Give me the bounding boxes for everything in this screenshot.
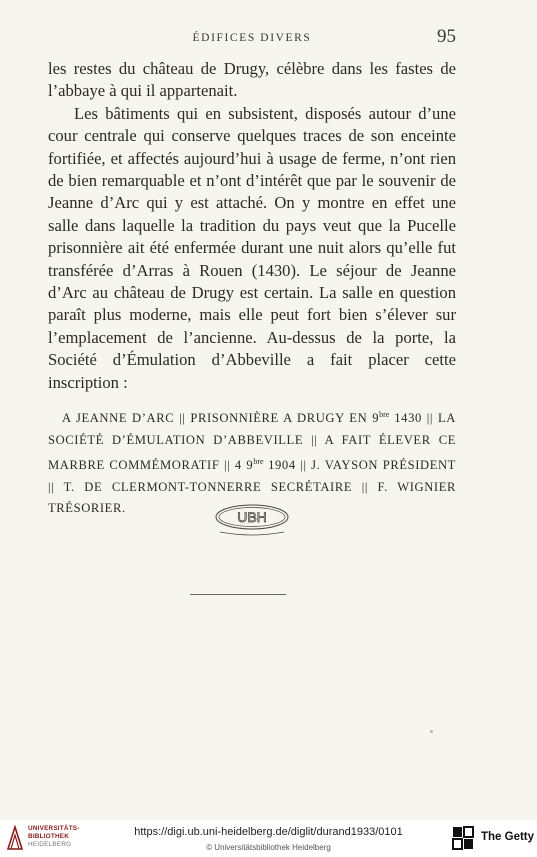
paragraph-2: Les bâtiments qui en subsistent, disposés autour d’une cour centrale qui conserve quelques traces de son enceinte fortifiée, et affectés aujourd’hui à usage de ferme, n’ont rien de bien remarquable et n’ont d’intérêt que par le souvenir de Jeanne d’Arc qui y est attaché. On y montre en effet une salle dans laquelle la tradition du pays veut que la Pucelle prisonnière ait été enfermée durant une nuit alors qu’elle fut transférée d’Arras à Rouen (1430). Le séjour de Jeanne d’Arc au château de Drugy est certain. La salle en question paraît plus moderne, mais elle peut fort bien s’élever sur l’emplacement de l’ancienne. Au-dessus de la porte, la Société d’Émulation d’Abbeville a fait placer cette inscription : [48, 103, 456, 392]
inscription-part-3: 1904 || J. VAYSON PRÉSIDENT || T. DE CLERMONT-TONNERRE SECRÉTAIRE || F. WIGNIER TRÉSORIER. [48, 458, 456, 516]
page-header [48, 26, 456, 52]
library-line-1: UNIVERSITÄTS- [28, 825, 80, 832]
inscription-sup-1: bre [379, 410, 390, 419]
page-number: 95 [437, 26, 456, 47]
copyright-notice: © Universitätsbibliothek Heidelberg [206, 843, 331, 852]
viewer-footer [0, 820, 537, 857]
inscription-part-2: 1430 || LA SOCIÉTÉ D’ÉMULATION D’ABBEVILLE || A FAIT ÉLEVER CE MARBRE COMMÉMORATIF || 4 9 [48, 411, 456, 473]
inscription-sup-2: bre [253, 457, 264, 467]
partner-name[interactable]: The Getty [481, 831, 535, 843]
permalink-url[interactable]: https://digi.ub.uni-heidelberg.de/diglit/durand1933/0101 [134, 826, 403, 838]
ubh-stamp-icon [212, 502, 292, 536]
inscription-part-1: A JEANNE D’ARC || PRISONNIÈRE A DRUGY EN 9 [62, 411, 380, 426]
getty-logo-icon[interactable] [452, 826, 474, 850]
running-title: ÉDIFICES DIVERS [192, 32, 312, 44]
library-line-2: BIBLIOTHEK [28, 832, 70, 840]
paragraph-1: les restes du château de Drugy, célèbre dans les fastes de l’abbaye à qui il appartenait. [48, 59, 456, 101]
body-text [48, 58, 456, 394]
paper-speck [430, 730, 433, 733]
stamp-text: UBH [237, 509, 267, 525]
library-line-3: HEIDELBERG [28, 840, 72, 848]
section-divider [190, 594, 286, 595]
